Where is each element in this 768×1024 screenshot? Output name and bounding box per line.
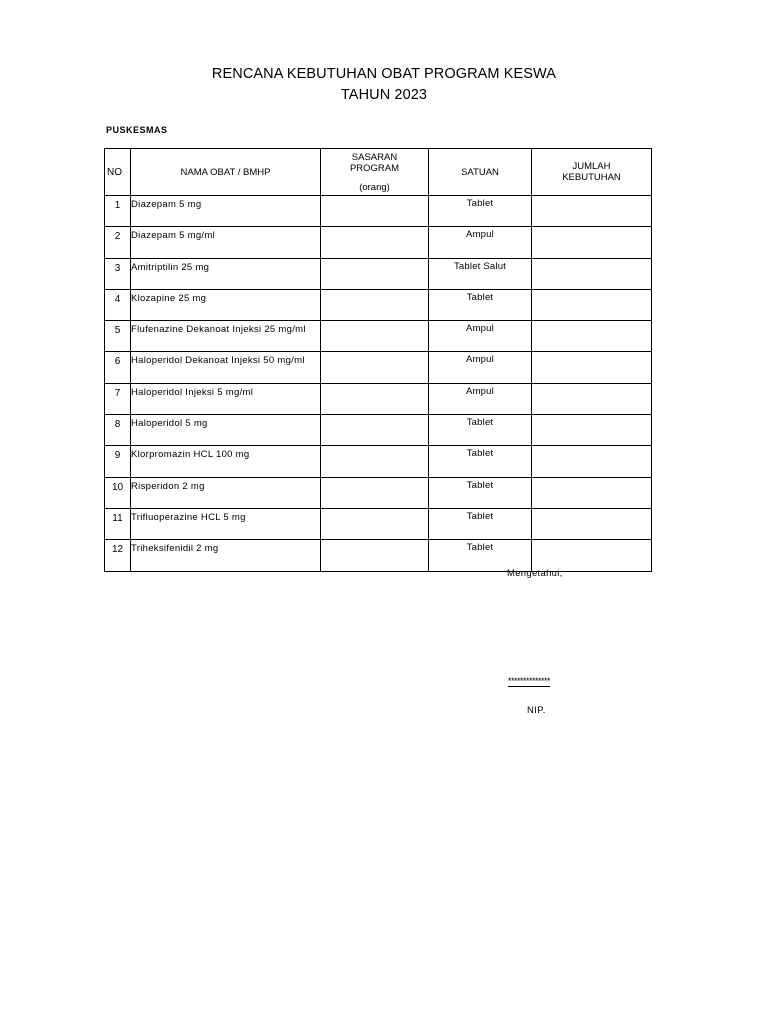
table-row	[105, 477, 652, 508]
row-no: 8	[105, 415, 131, 446]
row-satuan: Ampul	[429, 352, 532, 383]
table-row	[105, 227, 652, 258]
header-sasaran-unit: (orang)	[359, 181, 390, 193]
document-year: TAHUN 2023	[340, 87, 428, 103]
row-no: 11	[105, 508, 131, 539]
row-jumlah-kebutuhan	[532, 321, 652, 352]
table-row	[105, 446, 652, 477]
header-no: NO	[105, 149, 131, 196]
row-sasaran-program	[321, 477, 429, 508]
row-sasaran-program	[321, 540, 429, 571]
row-nama-obat: Diazepam 5 mg	[131, 196, 321, 227]
table-row	[105, 352, 652, 383]
row-jumlah-kebutuhan	[532, 415, 652, 446]
header-nama-obat: NAMA OBAT / BMHP	[131, 149, 321, 196]
row-sasaran-program	[321, 415, 429, 446]
row-no: 1	[105, 196, 131, 227]
document-title: RENCANA KEBUTUHAN OBAT PROGRAM KESWA	[211, 66, 557, 82]
medicine-needs-table	[104, 148, 652, 572]
row-jumlah-kebutuhan	[532, 227, 652, 258]
row-no: 12	[105, 540, 131, 571]
row-no: 10	[105, 477, 131, 508]
signatory-name-placeholder: **************	[508, 676, 551, 686]
row-jumlah-kebutuhan	[532, 289, 652, 320]
table-row	[105, 196, 652, 227]
table-header-row	[105, 149, 652, 196]
row-sasaran-program	[321, 258, 429, 289]
row-satuan: Ampul	[429, 383, 532, 414]
row-nama-obat: Klozapine 25 mg	[131, 289, 321, 320]
row-satuan: Tablet	[429, 289, 532, 320]
row-sasaran-program	[321, 321, 429, 352]
row-satuan: Tablet	[429, 508, 532, 539]
row-no: 5	[105, 321, 131, 352]
row-jumlah-kebutuhan	[532, 540, 652, 571]
row-nama-obat: Trifluoperazine HCL 5 mg	[131, 508, 321, 539]
row-satuan: Tablet	[429, 477, 532, 508]
row-nama-obat: Amitriptilin 25 mg	[131, 258, 321, 289]
row-satuan: Tablet	[429, 540, 532, 571]
puskesmas-label: PUSKESMAS	[106, 125, 168, 135]
row-satuan: Tablet Salut	[429, 258, 532, 289]
row-sasaran-program	[321, 196, 429, 227]
row-sasaran-program	[321, 227, 429, 258]
nip-label: NIP.	[527, 705, 546, 716]
row-jumlah-kebutuhan	[532, 477, 652, 508]
row-no: 6	[105, 352, 131, 383]
table-row	[105, 258, 652, 289]
row-satuan: Ampul	[429, 321, 532, 352]
row-nama-obat: Risperidon 2 mg	[131, 477, 321, 508]
table-row	[105, 540, 652, 571]
row-jumlah-kebutuhan	[532, 383, 652, 414]
header-jumlah-label: JUMLAH KEBUTUHAN	[562, 161, 621, 183]
row-jumlah-kebutuhan	[532, 446, 652, 477]
mengetahui-label: Mengetahui,	[507, 568, 563, 579]
row-sasaran-program	[321, 352, 429, 383]
row-jumlah-kebutuhan	[532, 508, 652, 539]
header-sasaran-label: SASARAN PROGRAM	[349, 151, 400, 174]
row-no: 9	[105, 446, 131, 477]
table-row	[105, 289, 652, 320]
row-nama-obat: Haloperidol Injeksi 5 mg/ml	[131, 383, 321, 414]
row-no: 2	[105, 227, 131, 258]
row-nama-obat: Haloperidol 5 mg	[131, 415, 321, 446]
row-nama-obat: Flufenazine Dekanoat Injeksi 25 mg/ml	[131, 321, 321, 352]
table-row	[105, 383, 652, 414]
row-satuan: Tablet	[429, 196, 532, 227]
table-row	[105, 321, 652, 352]
row-sasaran-program	[321, 446, 429, 477]
header-sasaran-program	[321, 149, 429, 196]
header-jumlah-kebutuhan	[532, 149, 652, 196]
row-no: 4	[105, 289, 131, 320]
row-sasaran-program	[321, 508, 429, 539]
row-nama-obat: Diazepam 5 mg/ml	[131, 227, 321, 258]
row-sasaran-program	[321, 383, 429, 414]
row-no: 3	[105, 258, 131, 289]
row-no: 7	[105, 383, 131, 414]
row-sasaran-program	[321, 289, 429, 320]
row-jumlah-kebutuhan	[532, 258, 652, 289]
table-row	[105, 415, 652, 446]
row-satuan: Ampul	[429, 227, 532, 258]
table-row	[105, 508, 652, 539]
header-satuan: SATUAN	[429, 149, 532, 196]
row-satuan: Tablet	[429, 446, 532, 477]
row-nama-obat: Triheksifenidil 2 mg	[131, 540, 321, 571]
row-jumlah-kebutuhan	[532, 352, 652, 383]
row-nama-obat: Haloperidol Dekanoat Injeksi 50 mg/ml	[131, 352, 321, 383]
row-jumlah-kebutuhan	[532, 196, 652, 227]
row-satuan: Tablet	[429, 415, 532, 446]
row-nama-obat: Klorpromazin HCL 100 mg	[131, 446, 321, 477]
